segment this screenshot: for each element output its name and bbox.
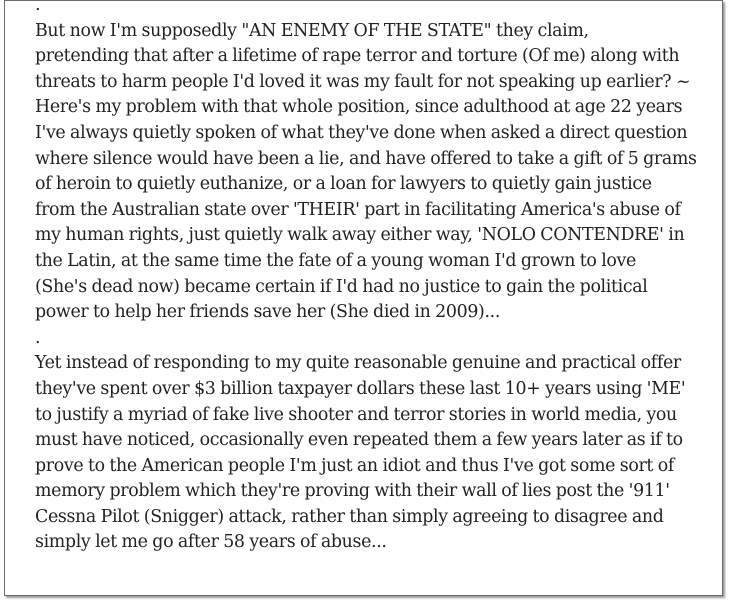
post-line: my human rights, just quietly walk away either way, 'NOLO CONTENDRE' in: [35, 225, 685, 246]
post-line: the Latin, at the same time the fate of a young woman I'd grown to love: [35, 250, 636, 271]
post-line: prove to the American people I'm just an idiot and thus I've got some sort of: [35, 455, 674, 476]
post-text: [35, 0, 721, 556]
post-line: must have noticed, occasionally even repeated them a few years later as if to: [35, 430, 683, 451]
post-line: .: [35, 0, 41, 15]
post-line: where silence would have been a lie, and have offered to take a gift of 5 grams: [35, 148, 697, 169]
post-line: memory problem which they're proving with their wall of lies post the '911': [35, 481, 670, 502]
post-line: threats to harm people I'd loved it was my fault for not speaking up earlier? ~: [35, 71, 691, 92]
post-line: I've always quietly spoken of what they've done when asked a direct question: [35, 122, 688, 143]
post-line: from the Australian state over 'THEIR' part in facilitating America's abuse of: [35, 199, 681, 220]
post-line: Here's my problem with that whole position, since adulthood at age 22 years: [35, 97, 683, 118]
post-line: to justify a myriad of fake live shooter and terror stories in world media, you: [35, 404, 677, 425]
post-line: power to help her friends save her (She died in 2009)...: [35, 302, 500, 323]
post-line: of heroin to quietly euthanize, or a loan for lawyers to quietly gain justice: [35, 174, 652, 195]
post-line: .: [35, 327, 41, 348]
post-line: they've spent over $3 billion taxpayer dollars these last 10+ years using 'ME': [35, 378, 686, 399]
post-line: Yet instead of responding to my quite reasonable genuine and practical offer: [35, 353, 681, 374]
post-line: simply let me go after 58 years of abuse...: [35, 532, 387, 553]
post-line: But now I'm supposedly "AN ENEMY OF THE STATE" they claim,: [35, 20, 589, 41]
post-frame: [4, 0, 723, 596]
post-line: Cessna Pilot (Snigger) attack, rather than simply agreeing to disagree and: [35, 506, 664, 527]
post-line: pretending that after a lifetime of rape terror and torture (Of me) along with: [35, 46, 680, 67]
post-line: (She's dead now) became certain if I'd had no justice to gain the political: [35, 276, 648, 297]
